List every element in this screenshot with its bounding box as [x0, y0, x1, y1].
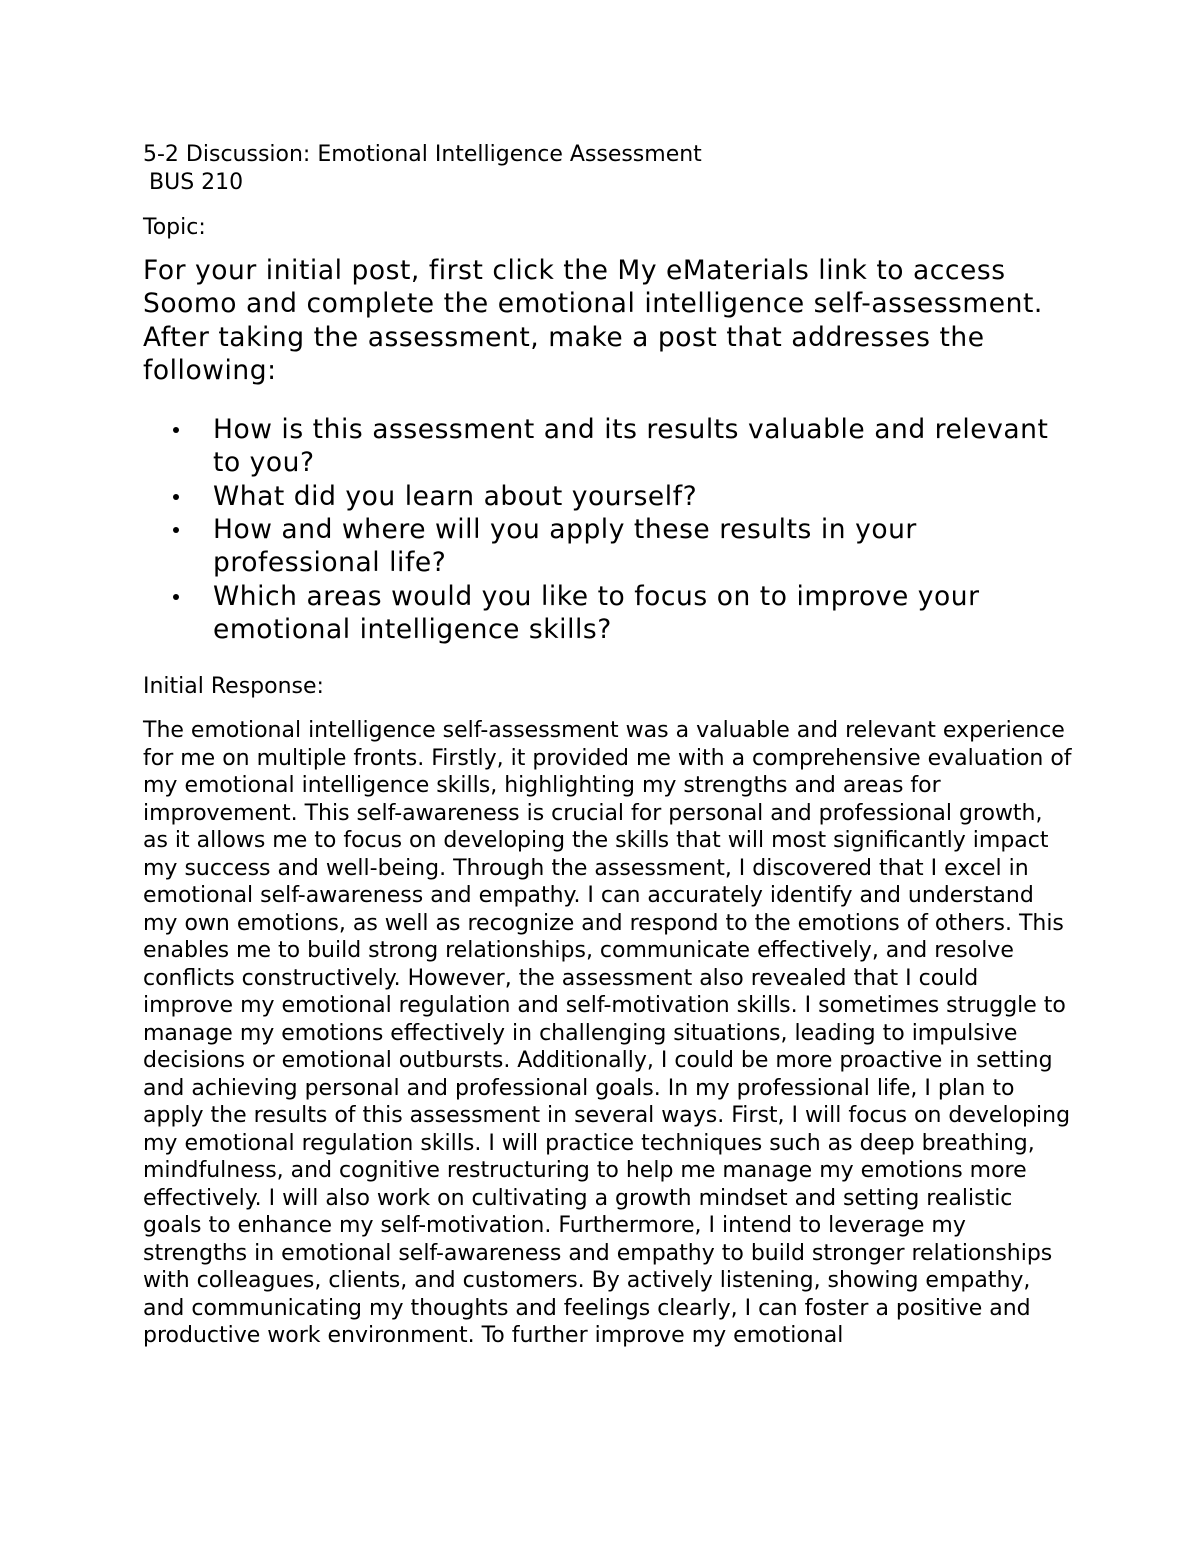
discussion-prompt: For your initial post, first click the My eMaterials link to access Soomo and complete the emotional intelligence self-assessment. After taking the assessment, make a post that addresses the following: [143, 255, 1043, 386]
bullet-icon [173, 527, 179, 533]
bullet-icon [173, 594, 179, 600]
question-text: What did you learn about yourself? [213, 480, 698, 512]
response-label: Initial Response: [143, 674, 324, 700]
bullet-icon [173, 427, 179, 433]
question-item [143, 413, 1063, 480]
question-text: How is this assessment and its results valuable and relevant to you? [213, 414, 1049, 479]
course-code: BUS 210 [149, 170, 244, 195]
question-text: Which areas would you like to focus on to improve your emotional intelligence skills? [213, 580, 980, 645]
question-item [143, 513, 1063, 580]
document-title: 5-2 Discussion: Emotional Intelligence Assessment [143, 142, 702, 167]
document-body [143, 141, 1072, 1350]
response-paragraph: The emotional intelligence self-assessment was a valuable and relevant experience for me on multiple fronts. Firstly, it provided me with a comprehensive evaluation of my emotional intelligence skills, highlighting my strengths and areas for improvement. This self-awareness is crucial for personal and professional growth, as it allows me to focus on developing the skills that will most significantly impact my success and well-being. Through the assessment, I discovered that I excel in emotional self-awareness and empathy. I can accurately identify and understand my own emotions, as well as recognize and respond to the emotions of others. This enables me to build strong relationships, communicate effectively, and resolve conflicts constructively. However, the assessment also revealed that I could improve my emotional regulation and self-motivation skills. I sometimes struggle to manage my emotions effectively in challenging situations, leading to impulsive decisions or emotional outbursts. Additionally, I could be more proactive in setting and achieving personal and professional goals. In my professional life, I plan to apply the results of this assessment in several ways. First, I will focus on developing my emotional regulation skills. I will practice techniques such as deep breathing, mindfulness, and cognitive restructuring to help me manage my emotions more effectively. I will also work on cultivating a growth mindset and setting realistic goals to enhance my self-motivation. Furthermore, I intend to leverage my strengths in emotional self-awareness and empathy to build stronger relationships with colleagues, clients, and customers. By actively listening, showing empathy, and communicating my thoughts and feelings clearly, I can foster a positive and productive work environment. To further improve my emotional [143, 718, 1072, 1349]
question-item [143, 480, 1063, 513]
bullet-icon [173, 494, 179, 500]
question-text: How and where will you apply these results in your professional life? [213, 514, 917, 579]
topic-label: Topic: [143, 215, 206, 240]
question-item [143, 580, 1063, 647]
question-list [143, 413, 1063, 646]
